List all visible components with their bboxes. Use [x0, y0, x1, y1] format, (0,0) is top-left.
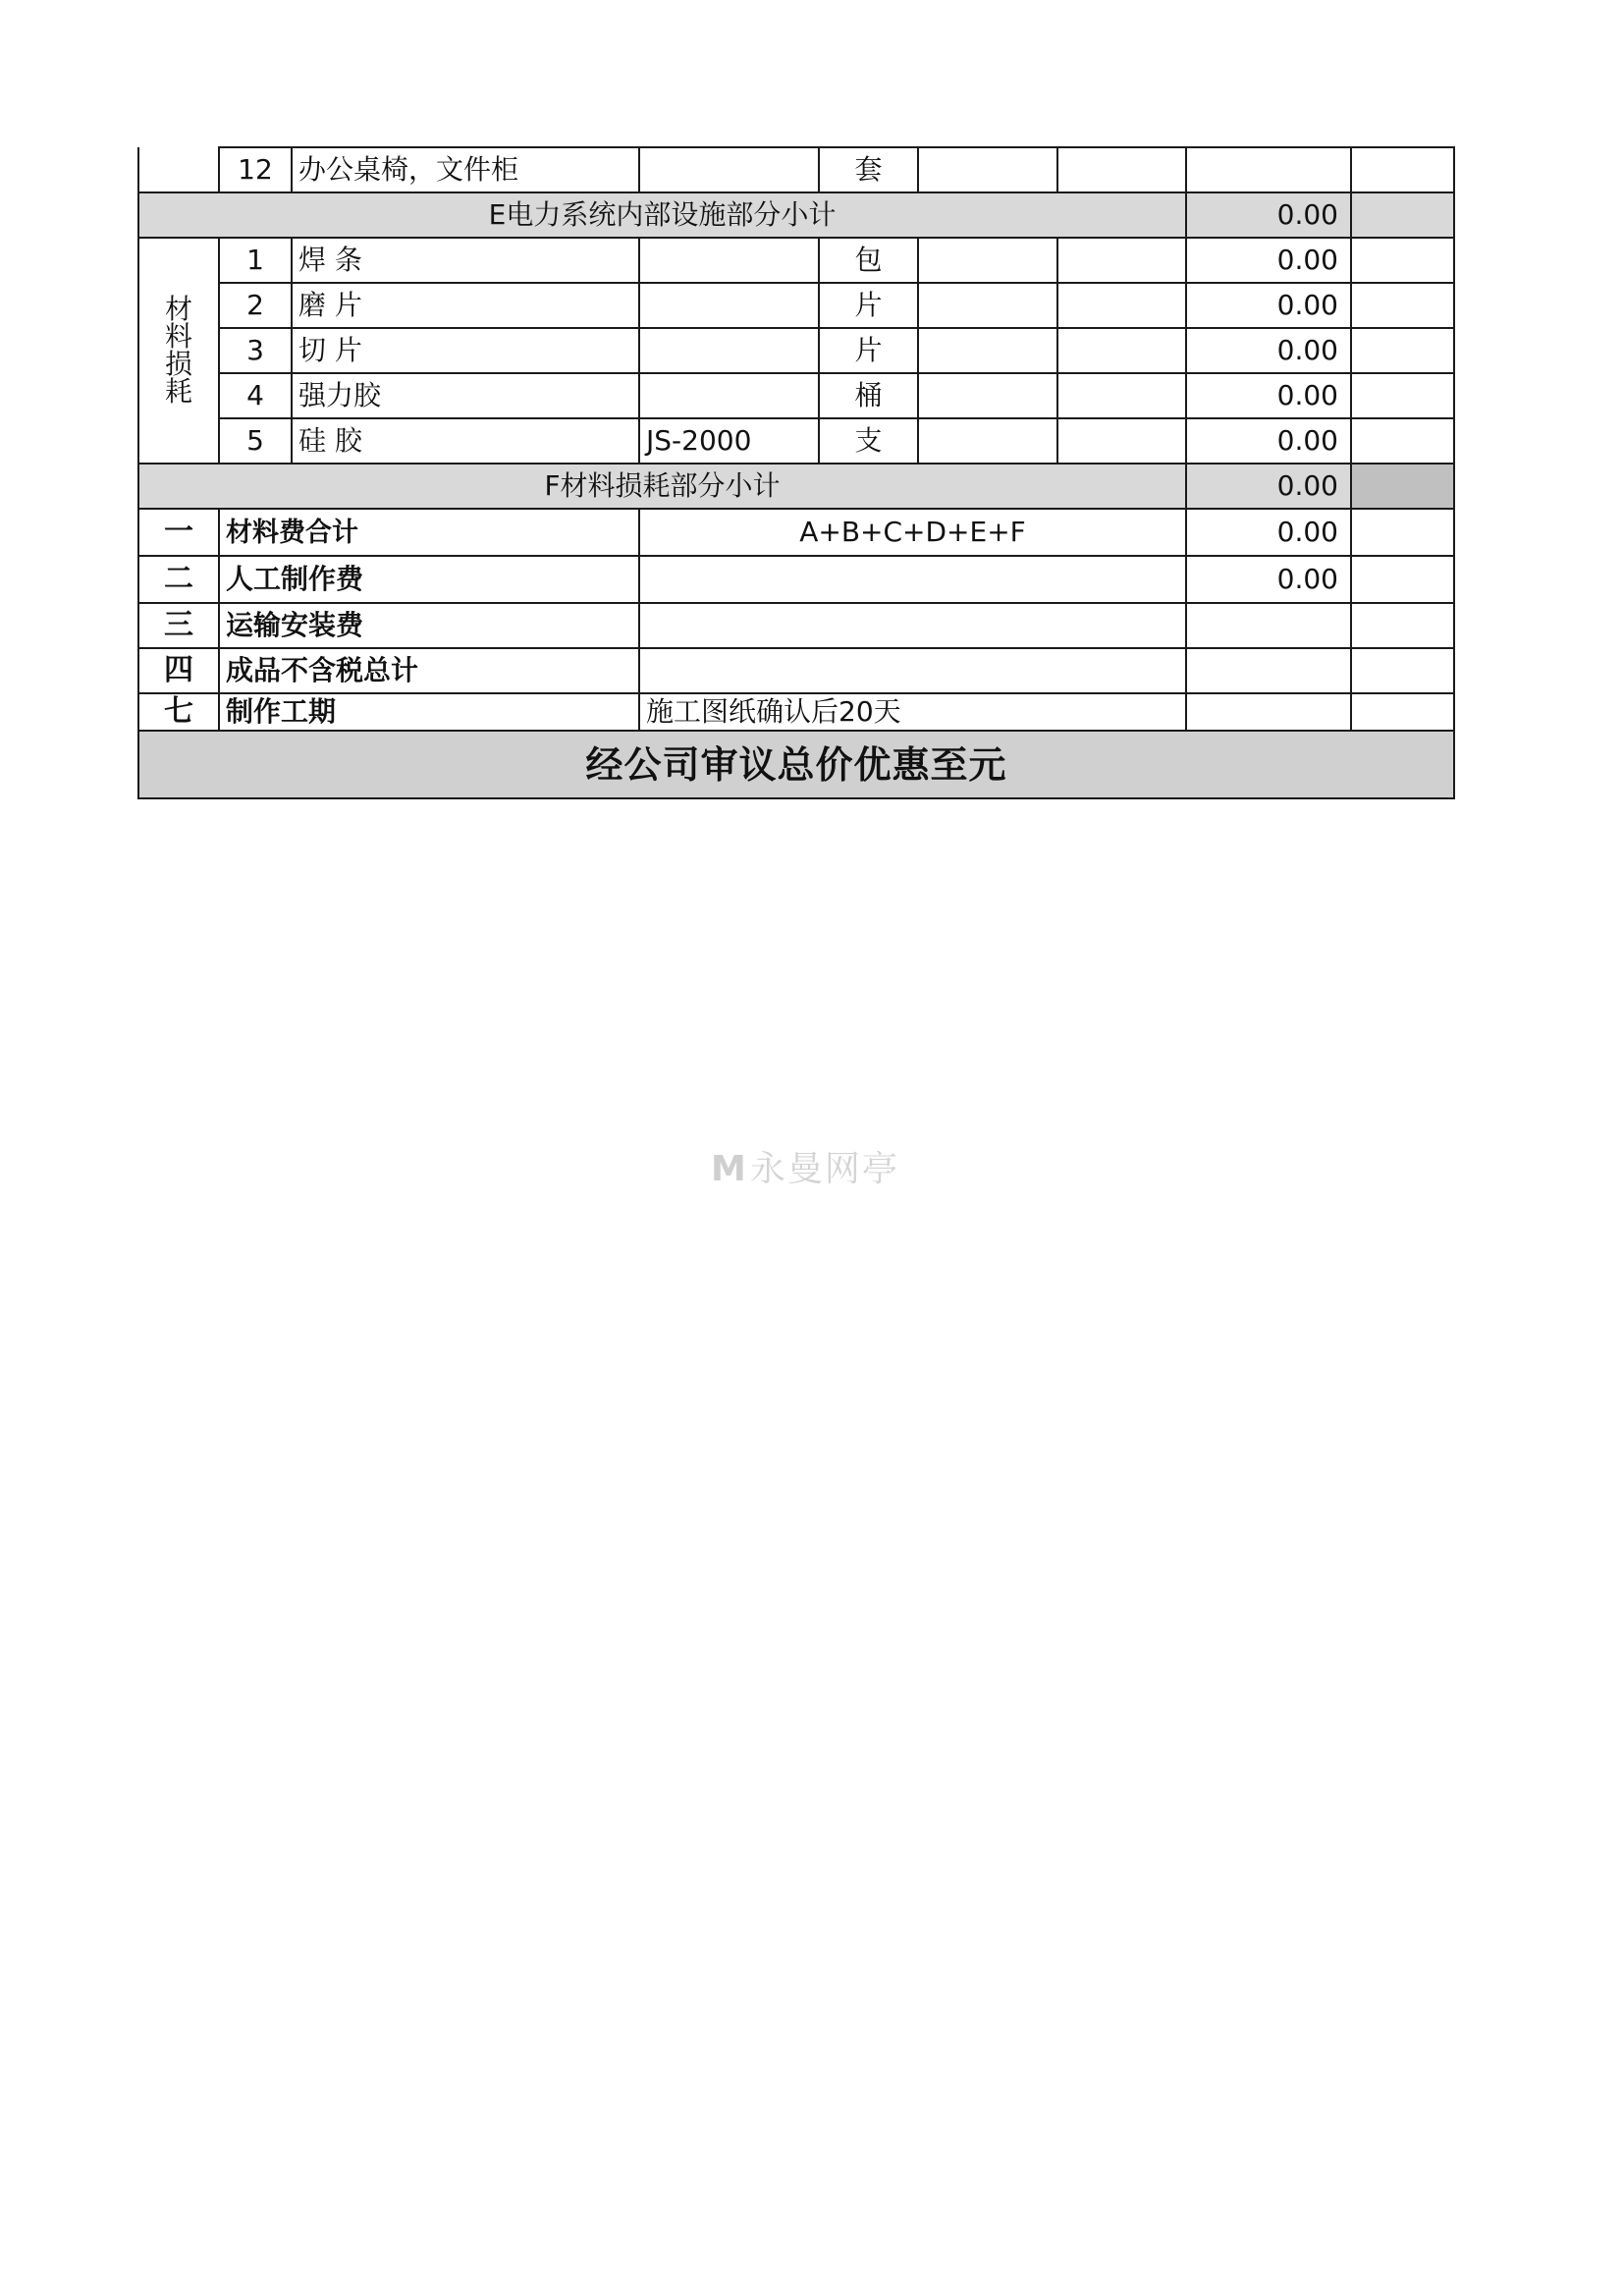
item-amount: 0.00 [1186, 373, 1351, 418]
summary-note [1351, 603, 1454, 648]
category-char: 耗 [164, 375, 192, 408]
subtotal-label: E电力系统内部设施部分小计 [138, 192, 1186, 238]
summary-label: 制作工期 [219, 693, 639, 731]
summary-row [138, 693, 1454, 731]
item-spec [639, 283, 819, 328]
summary-note [1351, 648, 1454, 693]
table-row [138, 328, 1454, 373]
table-row [138, 373, 1454, 418]
item-name: 磨 片 [292, 283, 639, 328]
summary-value [1186, 693, 1351, 731]
summary-value [1186, 648, 1351, 693]
subtotal-row-f [138, 464, 1454, 509]
item-qty [918, 418, 1057, 464]
table-row [138, 283, 1454, 328]
item-spec [639, 238, 819, 283]
item-price [1057, 373, 1186, 418]
summary-detail: 施工图纸确认后20天 [639, 693, 1186, 731]
quotation-table [137, 146, 1455, 799]
summary-detail [639, 603, 1186, 648]
item-unit: 支 [819, 418, 918, 464]
final-price-row [138, 731, 1454, 798]
item-unit: 包 [819, 238, 918, 283]
item-name: 焊 条 [292, 238, 639, 283]
summary-label: 材料费合计 [219, 509, 639, 556]
summary-row [138, 556, 1454, 603]
subtotal-value: 0.00 [1186, 192, 1351, 238]
item-price [1057, 238, 1186, 283]
subtotal-note [1351, 192, 1454, 238]
watermark-text: 永曼网亭 [749, 1149, 899, 1189]
item-number: 3 [219, 328, 292, 373]
item-name: 切 片 [292, 328, 639, 373]
summary-value [1186, 603, 1351, 648]
item-spec [639, 328, 819, 373]
summary-number: 七 [138, 693, 219, 731]
item-amount: 0.00 [1186, 418, 1351, 464]
category-char: 材 [164, 293, 192, 325]
subtotal-value: 0.00 [1186, 464, 1351, 509]
summary-value: 0.00 [1186, 556, 1351, 603]
item-note [1351, 328, 1454, 373]
material-loss-category [138, 238, 219, 464]
item-spec [639, 147, 819, 192]
item-unit: 套 [819, 147, 918, 192]
item-price [1057, 418, 1186, 464]
summary-value: 0.00 [1186, 509, 1351, 556]
summary-number: 二 [138, 556, 219, 603]
summary-note [1351, 509, 1454, 556]
item-qty [918, 328, 1057, 373]
item-number: 5 [219, 418, 292, 464]
summary-detail [639, 648, 1186, 693]
category-char: 损 [164, 348, 192, 380]
summary-detail: A+B+C+D+E+F [639, 509, 1186, 556]
item-amount: 0.00 [1186, 283, 1351, 328]
item-qty [918, 283, 1057, 328]
summary-label: 运输安装费 [219, 603, 639, 648]
final-price-banner: 经公司审议总价优惠至元 [138, 731, 1454, 798]
subtotal-row-e [138, 192, 1454, 238]
item-unit: 片 [819, 328, 918, 373]
watermark-logo-icon: M [711, 1149, 748, 1189]
summary-row [138, 509, 1454, 556]
summary-number: 三 [138, 603, 219, 648]
item-name: 办公桌椅，文件柜 [292, 147, 639, 192]
summary-number: 一 [138, 509, 219, 556]
summary-row [138, 648, 1454, 693]
item-qty [918, 147, 1057, 192]
item-amount: 0.00 [1186, 238, 1351, 283]
summary-number: 四 [138, 648, 219, 693]
item-number: 1 [219, 238, 292, 283]
item-price [1057, 283, 1186, 328]
item-note [1351, 147, 1454, 192]
table-row [138, 147, 1454, 192]
item-number: 4 [219, 373, 292, 418]
item-note [1351, 283, 1454, 328]
subtotal-note [1351, 464, 1454, 509]
item-name: 硅 胶 [292, 418, 639, 464]
item-name: 强力胶 [292, 373, 639, 418]
summary-row [138, 603, 1454, 648]
item-unit: 片 [819, 283, 918, 328]
item-qty [918, 373, 1057, 418]
item-price [1057, 147, 1186, 192]
item-unit: 桶 [819, 373, 918, 418]
item-amount: 0.00 [1186, 328, 1351, 373]
subtotal-label: F材料损耗部分小计 [138, 464, 1186, 509]
item-amount [1186, 147, 1351, 192]
item-note [1351, 418, 1454, 464]
table-row [138, 238, 1454, 283]
summary-detail [639, 556, 1186, 603]
item-spec [639, 373, 819, 418]
category-cell [138, 147, 219, 192]
table-row [138, 418, 1454, 464]
item-qty [918, 238, 1057, 283]
item-number: 12 [219, 147, 292, 192]
summary-label: 人工制作费 [219, 556, 639, 603]
item-spec: JS-2000 [639, 418, 819, 464]
category-char: 料 [164, 320, 192, 353]
item-price [1057, 328, 1186, 373]
summary-label: 成品不含税总计 [219, 648, 639, 693]
summary-note [1351, 556, 1454, 603]
item-note [1351, 238, 1454, 283]
item-number: 2 [219, 283, 292, 328]
watermark [711, 1141, 899, 1191]
summary-note [1351, 693, 1454, 731]
item-note [1351, 373, 1454, 418]
